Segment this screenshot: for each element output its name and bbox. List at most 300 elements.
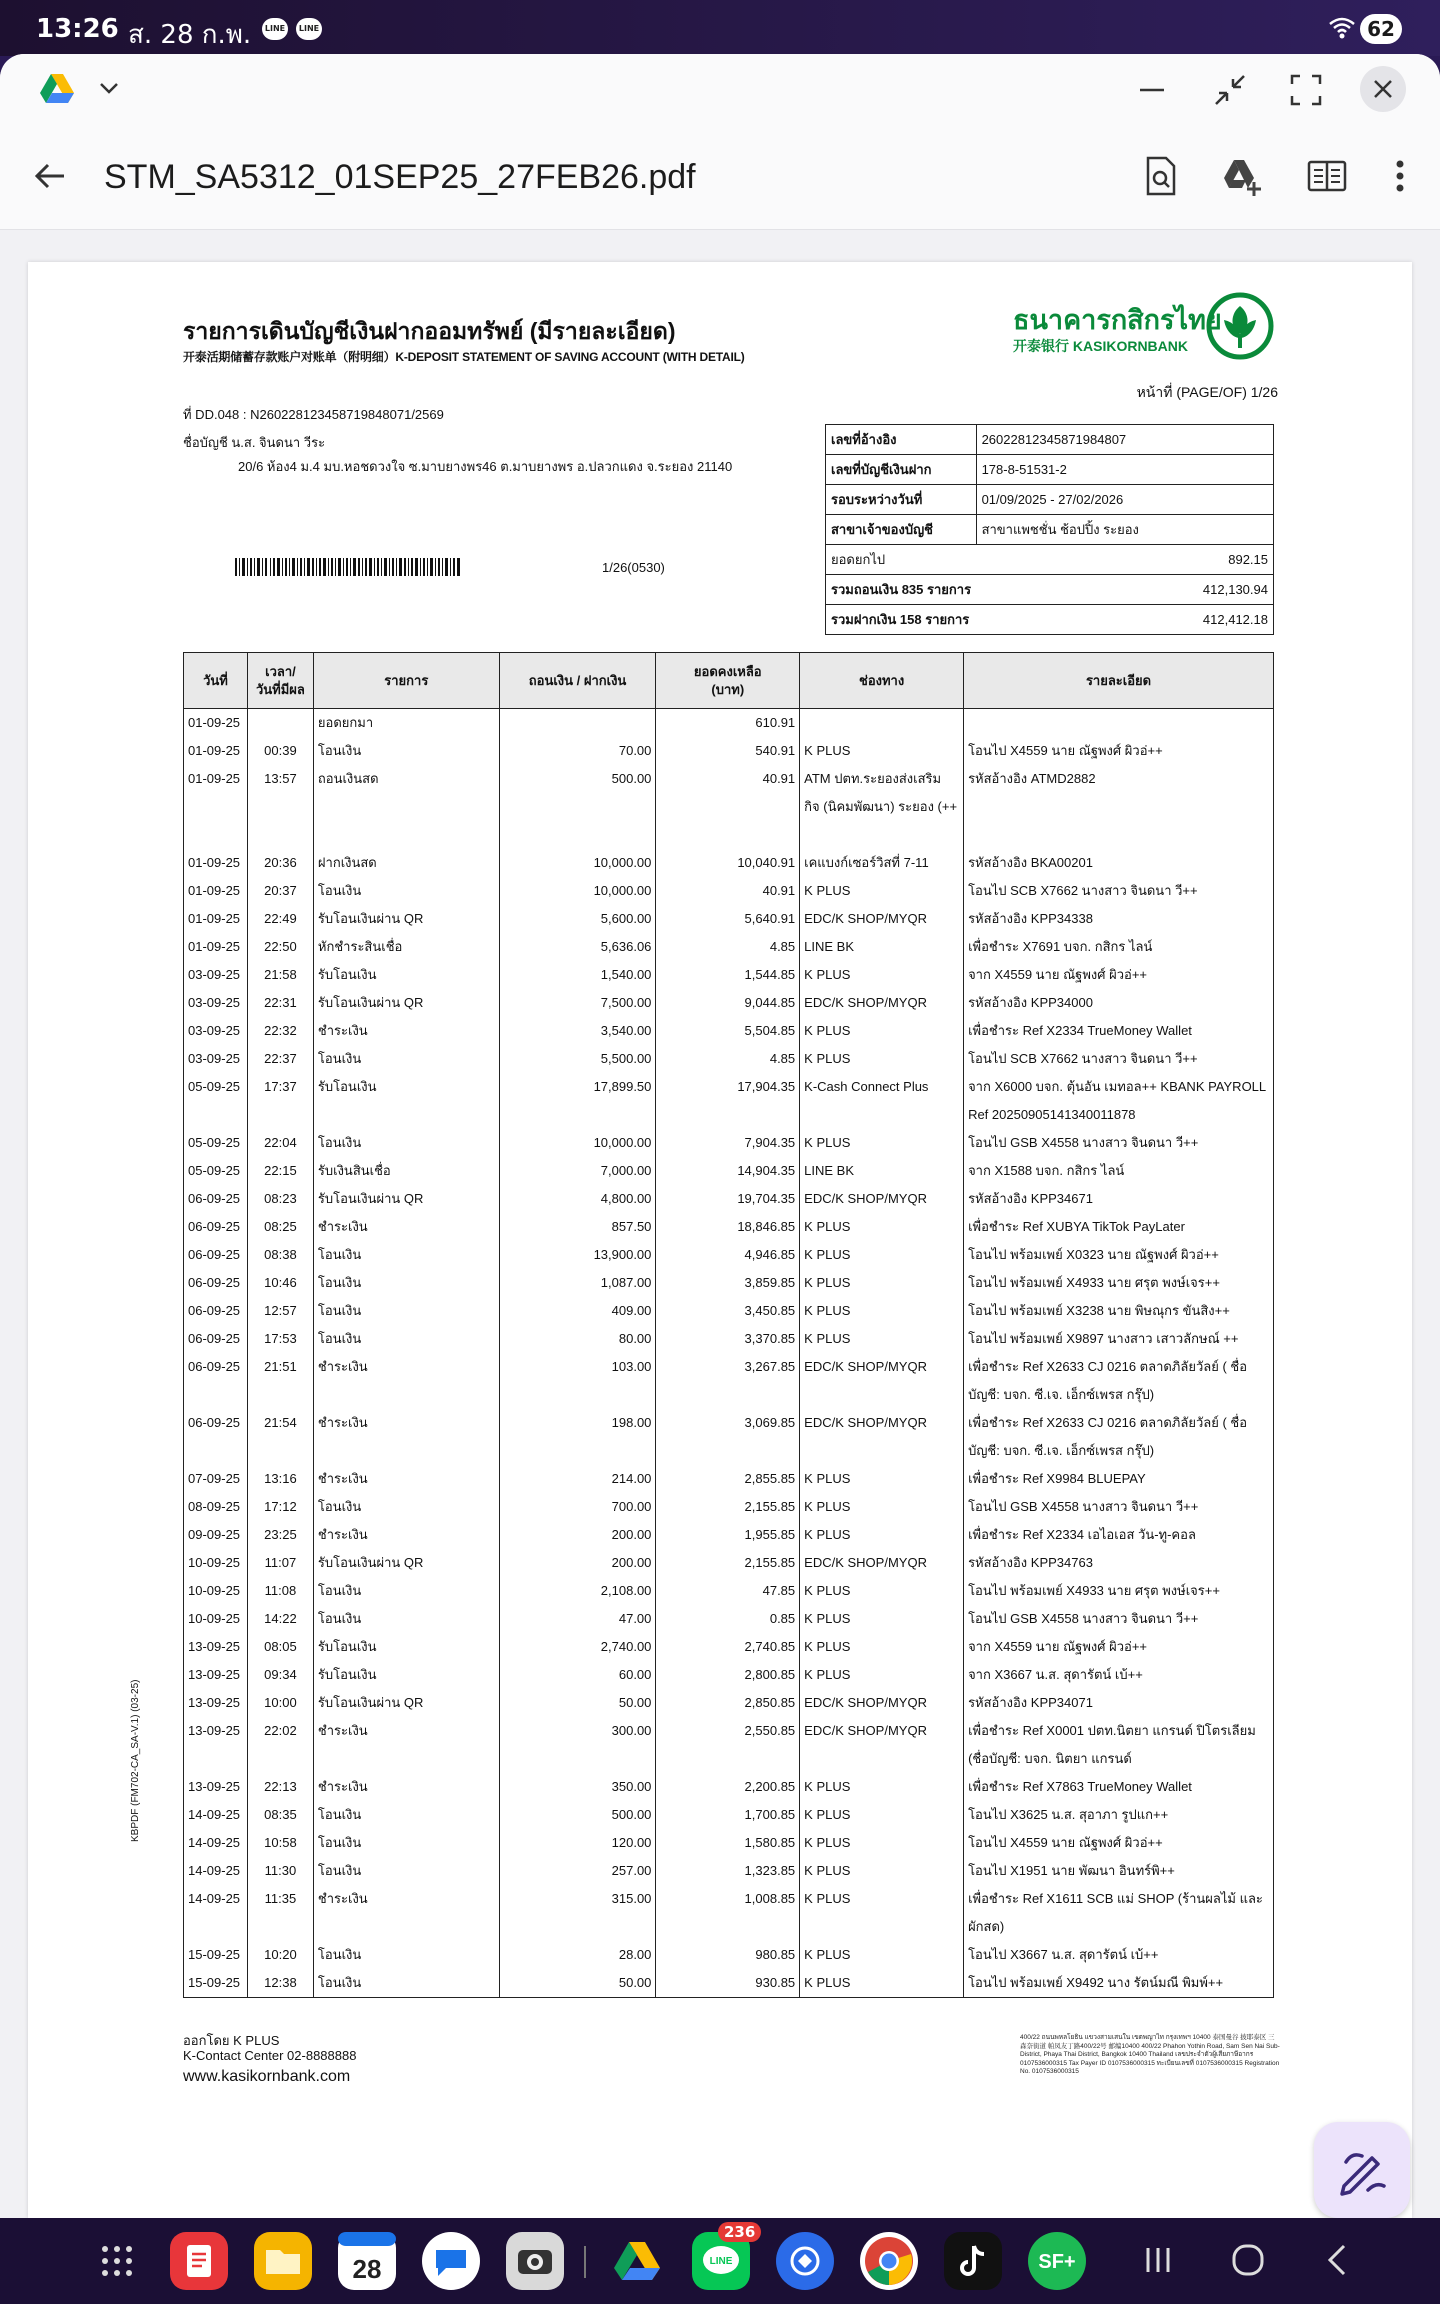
cell-item: รับโอนเงิน [313, 1073, 499, 1129]
cell-detail: โอนไป พร้อมเพย์ X0323 นาย ณัฐพงศ์ ผิวอ่++ [964, 1241, 1274, 1269]
info-value: 412,130.94 [976, 575, 1273, 605]
file-title: STM_SA5312_01SEP25_27FEB26.pdf [104, 158, 696, 196]
cell-balance: 980.85 [656, 1941, 800, 1969]
cell-channel: EDC/K SHOP/MYQR [800, 1353, 964, 1409]
cell-item: ฝากเงินสด [313, 849, 499, 877]
cell-balance: 9,044.85 [656, 989, 800, 1017]
cell-time: 11:07 [247, 1549, 313, 1577]
cell-item: โอนเงิน [313, 1297, 499, 1325]
cell-detail: เพื่อชำระ Ref X2633 CJ 0216 ตลาดภิลัยวัลย์ ( ชื่อบัญชี: บจก. ซี.เจ. เอ็กซ์เพรส กรุ๊ป) [964, 1409, 1274, 1465]
cell-detail: เพื่อชำระ Ref X0001 ปตท.นิตยา แกรนด์ ปิโตรเลียม (ชื่อบัญชี: บจก. นิตยา แกรนด์ [964, 1717, 1274, 1773]
cell-time: 22:15 [247, 1157, 313, 1185]
cell-item: โอนเงิน [313, 1045, 499, 1073]
minimize-icon[interactable] [1132, 70, 1172, 110]
cell-balance: 2,800.85 [656, 1661, 800, 1689]
cell-balance: 18,846.85 [656, 1213, 800, 1241]
cell-item: รับโอนเงินผ่าน QR [313, 1185, 499, 1213]
account-holder: ชื่อบัญชี น.ส. จินดนา วีระ [183, 435, 326, 450]
cell-item: รับโอนเงินผ่าน QR [313, 1689, 499, 1717]
table-row [184, 1549, 1274, 1577]
cell-date: 03-09-25 [184, 989, 248, 1017]
cell-balance: 1,323.85 [656, 1857, 800, 1885]
cell-detail: โอนไป พร้อมเพย์ X9492 นาง รัตน์มณี พิมพ์++ [964, 1969, 1274, 1998]
cell-amount: 4,800.00 [499, 1185, 656, 1213]
sf-app-icon[interactable] [1028, 2232, 1086, 2290]
close-icon [1360, 66, 1406, 112]
cell-date: 06-09-25 [184, 1185, 248, 1213]
cell-detail: รหัสอ้างอิง KPP34071 [964, 1689, 1274, 1717]
cell-time: 10:58 [247, 1829, 313, 1857]
cell-date: 09-09-25 [184, 1521, 248, 1549]
cell-channel: K PLUS [800, 1577, 964, 1605]
cell-amount: 700.00 [499, 1493, 656, 1521]
cell-detail: จาก X6000 บจก. ตุ้นอัน เมทอล++ KBANK PAYROLL Ref 20250905141340011878 [964, 1073, 1274, 1129]
cell-channel: K PLUS [800, 1325, 964, 1353]
files-app-icon[interactable] [254, 2232, 312, 2290]
cell-time: 20:36 [247, 849, 313, 877]
cell-channel [800, 709, 964, 738]
cell-detail: เพื่อชำระ Ref X7863 TrueMoney Wallet [964, 1773, 1274, 1801]
cell-amount: 103.00 [499, 1353, 656, 1409]
table-row [184, 1493, 1274, 1521]
cell-detail: โอนไป พร้อมเพย์ X9897 นางสาว เสาวลักษณ์ ++ [964, 1325, 1274, 1353]
table-row [184, 1213, 1274, 1241]
apps-grid-icon[interactable] [88, 2232, 146, 2290]
cell-amount: 257.00 [499, 1857, 656, 1885]
svg-text:SF+: SF+ [1038, 2251, 1076, 2273]
info-label: รอบระหว่างวันที่ [826, 485, 977, 515]
cell-date: 10-09-25 [184, 1605, 248, 1633]
table-row [184, 1269, 1274, 1297]
cell-date: 01-09-25 [184, 709, 248, 738]
close-button[interactable] [1360, 66, 1406, 112]
info-label: รวมฝากเงิน 158 รายการ [826, 605, 977, 635]
cell-item: รับโอนเงินผ่าน QR [313, 905, 499, 933]
cell-detail: เพื่อชำระ Ref XUBYA TikTok PayLater [964, 1213, 1274, 1241]
cell-date: 01-09-25 [184, 933, 248, 961]
table-row [184, 765, 1274, 849]
cell-date: 13-09-25 [184, 1773, 248, 1801]
cell-time: 21:51 [247, 1353, 313, 1409]
chevron-down-icon[interactable] [96, 76, 122, 100]
col-header-amount: ถอนเงิน / ฝากเงิน [499, 653, 656, 709]
reference-number: ที่ DD.048 : N260228123458719848071/2569 [183, 407, 444, 422]
form-code: KBPDF (FM702-CA_SA-V.1) (03-25) [130, 1679, 141, 1842]
table-row [184, 1661, 1274, 1689]
line-notification-icon: LINE [262, 18, 288, 40]
cell-time: 14:22 [247, 1605, 313, 1633]
statement-title: รายการเดินบัญชีเงินฝากออมทรัพย์ (มีรายละเอียด) [183, 318, 676, 344]
cell-balance: 4.85 [656, 1045, 800, 1073]
pdf-app-bar [0, 126, 1440, 230]
cell-channel: K PLUS [800, 1297, 964, 1325]
pdf-page[interactable] [28, 262, 1412, 2218]
cell-item: รับโอนเงิน [313, 1633, 499, 1661]
cell-detail: รหัสอ้างอิง KPP34338 [964, 905, 1274, 933]
cell-amount: 5,500.00 [499, 1045, 656, 1073]
cell-time: 22:13 [247, 1773, 313, 1801]
cell-balance: 14,904.35 [656, 1157, 800, 1185]
table-row [184, 1717, 1274, 1773]
table-row [184, 1241, 1274, 1269]
table-row [184, 1185, 1274, 1213]
cell-item: ถอนเงินสด [313, 765, 499, 849]
nav-back-icon[interactable] [1318, 2240, 1358, 2280]
footer-issued-by: ออกโดย K PLUS [183, 2033, 280, 2048]
cell-item: ยอดยกมา [313, 709, 499, 738]
cell-detail: เพื่อชำระ X7691 บจก. กสิกร ไลน์ [964, 933, 1274, 961]
cell-balance: 40.91 [656, 765, 800, 849]
cell-amount: 13,900.00 [499, 1241, 656, 1269]
line-unread-badge: 236 [718, 2222, 761, 2242]
cell-date: 10-09-25 [184, 1549, 248, 1577]
cell-item: รับเงินสินเชื่อ [313, 1157, 499, 1185]
cell-time: 13:16 [247, 1465, 313, 1493]
cell-amount: 5,636.06 [499, 933, 656, 961]
cell-channel: EDC/K SHOP/MYQR [800, 1409, 964, 1465]
pen-edit-icon [1314, 2122, 1410, 2218]
cell-balance: 3,267.85 [656, 1353, 800, 1409]
cell-item: โอนเงิน [313, 1801, 499, 1829]
table-row [184, 989, 1274, 1017]
cell-detail: โอนไป X4559 นาย ณัฐพงศ์ ผิวอ่++ [964, 737, 1274, 765]
cell-date: 10-09-25 [184, 1577, 248, 1605]
table-row [184, 1801, 1274, 1829]
cell-time: 10:20 [247, 1941, 313, 1969]
col-header-channel: ช่องทาง [800, 653, 964, 709]
cell-time: 08:05 [247, 1633, 313, 1661]
account-info-table [825, 424, 1274, 635]
recent-apps-icon[interactable] [1138, 2240, 1178, 2280]
cell-time: 20:37 [247, 877, 313, 905]
google-drive-icon[interactable] [40, 74, 74, 104]
cell-detail: จาก X1588 บจก. กสิกร ไลน์ [964, 1157, 1274, 1185]
info-value: 178-8-51531-2 [976, 455, 1273, 485]
drive-add-icon[interactable] [1220, 154, 1264, 198]
cell-detail: โอนไป พร้อมเพย์ X3238 นาย พิษณุกร ขันสิง++ [964, 1297, 1274, 1325]
cell-channel: ATM ปตท.ระยองส่งเสริม กิจ (นิคมพัฒนา) ระยอง (++ [800, 765, 964, 849]
cell-item: โอนเงิน [313, 1241, 499, 1269]
table-row [184, 933, 1274, 961]
cell-detail: รหัสอ้างอิง ATMD2882 [964, 765, 1274, 849]
table-row [184, 1969, 1274, 1998]
info-value: สาขาแพชชั่น ช้อปปิ้ง ระยอง [976, 515, 1273, 545]
cell-balance: 2,850.85 [656, 1689, 800, 1717]
table-row [184, 709, 1274, 738]
cell-date: 07-09-25 [184, 1465, 248, 1493]
cell-time: 08:25 [247, 1213, 313, 1241]
cell-balance: 1,580.85 [656, 1829, 800, 1857]
page-indicator: หน้าที่ (PAGE/OF) 1/26 [1136, 384, 1278, 400]
cell-channel: K PLUS [800, 1017, 964, 1045]
cell-channel: K PLUS [800, 1661, 964, 1689]
cell-detail: เพื่อชำระ Ref X2334 TrueMoney Wallet [964, 1017, 1274, 1045]
table-row [184, 961, 1274, 989]
table-row [184, 1885, 1274, 1941]
cell-amount: 5,600.00 [499, 905, 656, 933]
cell-date: 05-09-25 [184, 1129, 248, 1157]
reader-mode-icon[interactable] [1305, 154, 1349, 198]
barcode-number: 1/26(0530) [602, 560, 665, 575]
cell-channel: K PLUS [800, 737, 964, 765]
cell-date: 01-09-25 [184, 765, 248, 849]
info-label: รวมถอนเงิน 835 รายการ [826, 575, 977, 605]
cell-balance: 1,008.85 [656, 1885, 800, 1941]
table-row [184, 905, 1274, 933]
table-row [184, 1829, 1274, 1857]
home-icon[interactable] [1228, 2240, 1268, 2280]
cell-item: รับโอนเงิน [313, 1661, 499, 1689]
svg-text:LINE: LINE [709, 2256, 733, 2267]
cell-time: 11:08 [247, 1577, 313, 1605]
table-row [184, 1773, 1274, 1801]
fullscreen-icon[interactable] [1286, 70, 1326, 110]
table-row [184, 1521, 1274, 1549]
cell-time: 17:53 [247, 1325, 313, 1353]
calendar-app-icon[interactable] [338, 2232, 396, 2290]
cell-time: 17:12 [247, 1493, 313, 1521]
cell-detail: โอนไป SCB X7662 นางสาว จินดนา วี++ [964, 877, 1274, 905]
cell-date: 01-09-25 [184, 849, 248, 877]
cell-item: โอนเงิน [313, 1829, 499, 1857]
cell-balance: 2,740.85 [656, 1633, 800, 1661]
cell-date: 14-09-25 [184, 1801, 248, 1829]
cell-channel: EDC/K SHOP/MYQR [800, 1689, 964, 1717]
cell-channel: LINE BK [800, 933, 964, 961]
cell-channel: K PLUS [800, 1045, 964, 1073]
cell-detail: เพื่อชำระ Ref X9984 BLUEPAY [964, 1465, 1274, 1493]
cell-balance: 2,855.85 [656, 1465, 800, 1493]
cell-detail: โอนไป X4559 นาย ณัฐพงศ์ ผิวอ่++ [964, 1829, 1274, 1857]
cell-balance: 7,904.35 [656, 1129, 800, 1157]
info-label: เลขที่บัญชีเงินฝาก [826, 455, 977, 485]
annotate-fab-button[interactable] [1314, 2122, 1410, 2218]
cell-item: ชำระเงิน [313, 1213, 499, 1241]
cell-balance: 10,040.91 [656, 849, 800, 877]
bank-name-thai: ธนาคารกสิกรไทย [1013, 305, 1222, 335]
status-date: ส. 28 ก.พ. [128, 20, 252, 50]
cell-item: ชำระเงิน [313, 1717, 499, 1773]
cell-channel: K PLUS [800, 1465, 964, 1493]
cell-item: ชำระเงิน [313, 1409, 499, 1465]
cell-time: 22:50 [247, 933, 313, 961]
cell-time: 22:04 [247, 1129, 313, 1157]
cell-channel: EDC/K SHOP/MYQR [800, 905, 964, 933]
cell-date: 03-09-25 [184, 961, 248, 989]
cell-amount: 500.00 [499, 1801, 656, 1829]
cell-channel: K PLUS [800, 1857, 964, 1885]
cell-channel: เคแบงก์เซอร์วิสที่ 7-11 [800, 849, 964, 877]
taskbar-divider [584, 2246, 586, 2278]
cell-amount: 50.00 [499, 1969, 656, 1998]
cell-channel: K PLUS [800, 961, 964, 989]
table-row [184, 1409, 1274, 1465]
cell-balance: 930.85 [656, 1969, 800, 1998]
cell-detail: โอนไป X1951 นาย พัฒนา อินทร์พิ++ [964, 1857, 1274, 1885]
statement-subtitle: 开泰活期储蓄存款账户对账单（附明细）K-DEPOSIT STATEMENT OF SAVING ACCOUNT (WITH DETAIL) [183, 350, 745, 364]
cell-channel: K PLUS [800, 1521, 964, 1549]
more-vert-icon[interactable] [1378, 154, 1422, 198]
cell-balance: 3,450.85 [656, 1297, 800, 1325]
cell-detail: รหัสอ้างอิง BKA00201 [964, 849, 1274, 877]
tiktok-app-icon[interactable] [944, 2232, 1002, 2290]
cell-amount: 200.00 [499, 1549, 656, 1577]
cell-date: 15-09-25 [184, 1941, 248, 1969]
cell-balance: 4.85 [656, 933, 800, 961]
col-header-time: เวลา/ วันที่มีผล [247, 653, 313, 709]
cell-time: 22:32 [247, 1017, 313, 1045]
cell-time: 11:30 [247, 1857, 313, 1885]
cell-item: โอนเงิน [313, 1941, 499, 1969]
cell-item: หักชำระสินเชื่อ [313, 933, 499, 961]
cell-balance: 2,155.85 [656, 1493, 800, 1521]
cell-amount: 17,899.50 [499, 1073, 656, 1129]
camera-app-icon[interactable] [506, 2232, 564, 2290]
info-value: 412,412.18 [976, 605, 1273, 635]
cell-balance: 47.85 [656, 1577, 800, 1605]
cell-channel: K PLUS [800, 877, 964, 905]
cell-item: โอนเงิน [313, 877, 499, 905]
cell-balance: 40.91 [656, 877, 800, 905]
table-row [184, 1073, 1274, 1129]
cell-detail: เพื่อชำระ Ref X1611 SCB แม่ SHOP (ร้านผลไม้ และผักสด) [964, 1885, 1274, 1941]
cell-channel: EDC/K SHOP/MYQR [800, 1717, 964, 1773]
info-value: 01/09/2025 - 27/02/2026 [976, 485, 1273, 515]
cell-channel: K PLUS [800, 1493, 964, 1521]
cell-date: 13-09-25 [184, 1661, 248, 1689]
sync-app-icon[interactable] [776, 2232, 834, 2290]
info-value: 892.15 [976, 545, 1273, 575]
cell-balance: 2,550.85 [656, 1717, 800, 1773]
cell-item: โอนเงิน [313, 1969, 499, 1998]
cell-channel: K PLUS [800, 1633, 964, 1661]
cell-item: โอนเงิน [313, 1605, 499, 1633]
cell-amount: 80.00 [499, 1325, 656, 1353]
bank-name-english: 开泰银行 KASIKORNBANK [1013, 338, 1188, 354]
table-row [184, 1465, 1274, 1493]
cell-date: 03-09-25 [184, 1045, 248, 1073]
drive-app-icon[interactable] [608, 2232, 666, 2290]
table-row [184, 849, 1274, 877]
cell-item: โอนเงิน [313, 1269, 499, 1297]
cell-item: ชำระเงิน [313, 1353, 499, 1409]
cell-amount: 2,740.00 [499, 1633, 656, 1661]
cell-amount: 198.00 [499, 1409, 656, 1465]
cell-time: 23:25 [247, 1521, 313, 1549]
cell-amount: 70.00 [499, 737, 656, 765]
cell-balance: 1,700.85 [656, 1801, 800, 1829]
cell-detail: โอนไป X3667 น.ส. สุดารัตน์ เบ้++ [964, 1941, 1274, 1969]
cell-balance: 540.91 [656, 737, 800, 765]
cell-date: 01-09-25 [184, 737, 248, 765]
cell-balance: 610.91 [656, 709, 800, 738]
search-doc-icon[interactable] [1138, 154, 1182, 198]
table-row [184, 1129, 1274, 1157]
docs-app-icon[interactable] [170, 2232, 228, 2290]
cell-detail: โอนไป GSB X4558 นางสาว จินดนา วี++ [964, 1605, 1274, 1633]
cell-amount: 200.00 [499, 1521, 656, 1549]
cell-amount: 350.00 [499, 1773, 656, 1801]
table-row [184, 1577, 1274, 1605]
cell-balance: 1,955.85 [656, 1521, 800, 1549]
cell-item: โอนเงิน [313, 1857, 499, 1885]
cell-time: 00:39 [247, 737, 313, 765]
cell-amount: 857.50 [499, 1213, 656, 1241]
cell-amount: 28.00 [499, 1941, 656, 1969]
messages-app-icon[interactable] [422, 2232, 480, 2290]
cell-time: 10:46 [247, 1269, 313, 1297]
table-row [184, 1633, 1274, 1661]
col-header-date: วันที่ [184, 653, 248, 709]
cell-time [247, 709, 313, 738]
cell-date: 06-09-25 [184, 1353, 248, 1409]
cell-time: 08:38 [247, 1241, 313, 1269]
info-label: สาขาเจ้าของบัญชี [826, 515, 977, 545]
cell-item: รับโอนเงินผ่าน QR [313, 1549, 499, 1577]
cell-balance: 3,859.85 [656, 1269, 800, 1297]
cell-balance: 0.85 [656, 1605, 800, 1633]
cell-channel: K PLUS [800, 1213, 964, 1241]
table-row [184, 877, 1274, 905]
cell-time: 13:57 [247, 765, 313, 849]
drive-pdf-window [0, 54, 1440, 2218]
cell-amount: 10,000.00 [499, 849, 656, 877]
chrome-app-icon[interactable] [860, 2232, 918, 2290]
cell-date: 15-09-25 [184, 1969, 248, 1998]
cell-channel: K PLUS [800, 1969, 964, 1998]
cell-channel: K PLUS [800, 1885, 964, 1941]
cell-time: 21:54 [247, 1409, 313, 1465]
cell-time: 11:35 [247, 1885, 313, 1941]
cell-amount: 7,500.00 [499, 989, 656, 1017]
cell-balance: 1,544.85 [656, 961, 800, 989]
cell-date: 06-09-25 [184, 1269, 248, 1297]
back-arrow-icon[interactable] [30, 156, 70, 196]
table-row [184, 1857, 1274, 1885]
cell-item: ชำระเงิน [313, 1521, 499, 1549]
restore-icon[interactable] [1210, 70, 1250, 110]
cell-item: โอนเงิน [313, 1493, 499, 1521]
cell-item: โอนเงิน [313, 1577, 499, 1605]
cell-time: 21:58 [247, 961, 313, 989]
cell-balance: 2,155.85 [656, 1549, 800, 1577]
status-bar [0, 0, 1440, 56]
cell-amount: 500.00 [499, 765, 656, 849]
table-row [184, 1017, 1274, 1045]
cell-time: 10:00 [247, 1689, 313, 1717]
table-row [184, 1045, 1274, 1073]
cell-channel: K PLUS [800, 1269, 964, 1297]
info-label: เลขที่อ้างอิง [826, 425, 977, 455]
cell-item: โอนเงิน [313, 1129, 499, 1157]
cell-time: 12:38 [247, 1969, 313, 1998]
window-caption-bar [0, 54, 1440, 126]
footer-website[interactable]: www.kasikornbank.com [183, 2068, 351, 2085]
table-row [184, 1157, 1274, 1185]
cell-date: 03-09-25 [184, 1017, 248, 1045]
cell-channel: K PLUS [800, 1801, 964, 1829]
cell-date: 06-09-25 [184, 1241, 248, 1269]
cell-date: 14-09-25 [184, 1857, 248, 1885]
barcode-icon [235, 558, 460, 576]
table-row [184, 1941, 1274, 1969]
cell-date: 01-09-25 [184, 877, 248, 905]
cell-time: 17:37 [247, 1073, 313, 1129]
cell-detail: จาก X3667 น.ส. สุดารัตน์ เบ้++ [964, 1661, 1274, 1689]
cell-balance: 19,704.35 [656, 1185, 800, 1213]
cell-date: 05-09-25 [184, 1157, 248, 1185]
footer-bank-address: 400/22 ถนนพหลโยธิน แขวงสามเสนใน เขตพญาไท กรุงเทพฯ 10400 泰国曼谷 披耶泰区 三森奈街道 帕凤友丁路400/22号 邮编10400 400/22 Phahon Yothin Road, Sam Sen Nai Sub-District, Phaya Thai District, Bangkok 10400 Thailand เลขประจำตัวผู้เสียภาษีอากร 0107536000315 Tax Payer ID 0107536000315 ทะเบียนเลขที่ 0107536000315 Registration No. 0107536000315 [1020, 2034, 1280, 2075]
